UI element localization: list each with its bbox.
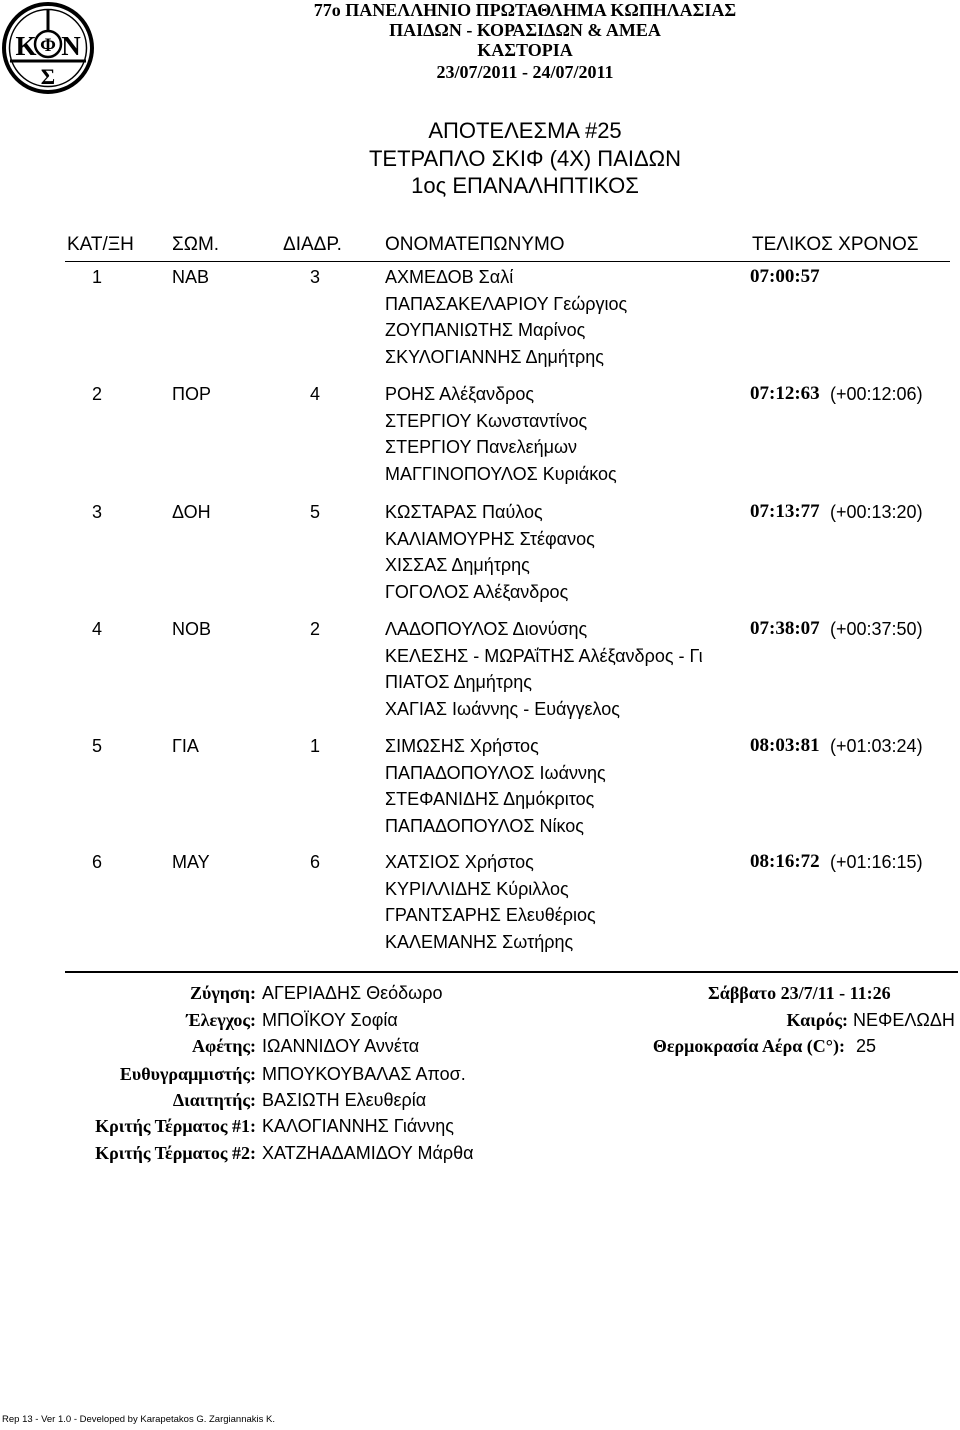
- crew-member: ΑΧΜΕΔΟΒ Σαλί: [385, 267, 514, 287]
- event-categories: ΠΑΙΔΩΝ - ΚΟΡΑΣΙΔΩΝ & ΑΜΕΑ: [389, 20, 661, 40]
- final-time: 07:12:63: [750, 383, 820, 404]
- club-code: ΔΟΗ: [172, 502, 211, 522]
- crew-member: ΚΕΛΕΣΗΣ - ΜΩΡΑΐΤΗΣ Αλέξανδρος - Γι: [385, 645, 703, 666]
- weather-label: Καιρός:: [786, 1010, 848, 1030]
- final-time: 07:00:57: [750, 266, 820, 287]
- result-number: ΑΠΟΤΕΛΕΣΜΑ #25: [428, 118, 622, 143]
- lane-number: 2: [310, 619, 321, 639]
- official-label: Κριτής Τέρματος #2:: [95, 1143, 256, 1163]
- official-name: ΜΠΟΥΚΟΥΒΑΛΑΣ Αποσ.: [262, 1064, 466, 1084]
- time-difference: (+00:13:20): [830, 502, 923, 522]
- crew-member: ΡΟΗΣ Αλέξανδρος: [385, 384, 535, 404]
- rank: 5: [92, 736, 103, 756]
- crew-member: ΣΤΕΡΓΙΟΥ Κωνσταντίνος: [385, 410, 588, 431]
- official-label: Ζύγηση:: [190, 983, 256, 1003]
- crew-member: ΧΙΣΣΑΣ Δημήτρης: [385, 555, 530, 576]
- lane-number: 1: [310, 736, 321, 756]
- logo-letter-n: Ν: [61, 31, 81, 61]
- crew-list: [385, 616, 720, 722]
- club-code: ΜΑΥ: [172, 852, 210, 872]
- column-header-time: ΤΕΛΙΚΟΣ ΧΡΟΝΟΣ: [752, 234, 919, 255]
- time-difference: (+00:37:50): [830, 619, 923, 639]
- crew-member: ΜΑΓΓΙΝΟΠΟΥΛΟΣ Κυριάκος: [385, 463, 617, 484]
- official-name: ΜΠΟΪΚΟΥ Σοφία: [262, 1010, 398, 1030]
- logo-letter-sigma: Σ: [40, 64, 56, 89]
- result-row: [0, 849, 960, 959]
- temperature-value: 25: [856, 1036, 877, 1056]
- table-header-divider: [65, 261, 950, 262]
- race-round: 1ος ΕΠΑΝΑΛΗΠΤΙΚΟΣ: [411, 173, 639, 198]
- temperature-label: Θερμοκρασία Αέρα (C°):: [652, 1036, 845, 1056]
- official-label: Αφέτης:: [191, 1036, 256, 1056]
- championship-title: 77ο ΠΑΝΕΛΛΗΝΙΟ ΠΡΩΤΑΘΛΗΜΑ ΚΩΠΗΛΑΣΙΑΣ: [313, 0, 737, 20]
- crew-member: ΠΑΠΑΔΟΠΟΥΛΟΣ Ιωάννης: [385, 762, 606, 783]
- club-code: ΓΙΑ: [172, 736, 199, 756]
- time-difference: (+00:12:06): [830, 384, 923, 404]
- official-label: Έλεγχος:: [186, 1010, 256, 1030]
- official-name: ΧΑΤΖΗΑΔΑΜΙΔΟΥ Μάρθα: [262, 1143, 474, 1163]
- crew-member: ΚΩΣΤΑΡΑΣ Παύλος: [385, 502, 543, 522]
- crew-list: [385, 264, 720, 370]
- officials-divider: [65, 971, 958, 973]
- logo-letter-k: Κ: [15, 31, 37, 61]
- crew-list: [385, 499, 720, 605]
- rank: 1: [92, 267, 103, 287]
- rank: 2: [92, 384, 103, 404]
- final-time: 08:16:72: [750, 851, 820, 872]
- crew-member: ΧΑΓΙΑΣ Ιωάννης - Ευάγγελος: [385, 698, 620, 719]
- crew-member: ΓΟΓΟΛΟΣ Αλέξανδρος: [385, 581, 569, 602]
- crew-list: [385, 733, 720, 839]
- column-header-crew: ΟΝΟΜΑΤΕΠΩΝΥΜΟ: [385, 234, 565, 255]
- logo-letter-phi: Φ: [40, 35, 56, 56]
- result-row: [0, 733, 960, 843]
- crew-member: ΓΡΑΝΤΣΑΡΗΣ Ελευθέριος: [385, 905, 596, 926]
- lane-number: 6: [310, 852, 321, 872]
- time-difference: (+01:03:24): [830, 736, 923, 756]
- crew-member: ΧΑΤΣΙΟΣ Χρήστος: [385, 852, 534, 872]
- crew-member: ΣΙΜΩΣΗΣ Χρήστος: [385, 736, 539, 756]
- boat-class: ΤΕΤΡΑΠΛΟ ΣΚΙΦ (4Χ) ΠΑΙΔΩΝ: [368, 145, 682, 171]
- crew-member: ΛΑΔΟΠΟΥΛΟΣ Διονύσης: [385, 619, 588, 639]
- club-code: ΝΑΒ: [172, 267, 210, 287]
- crew-member: ΣΤΕΡΓΙΟΥ Πανελεήμων: [385, 437, 578, 458]
- official-name: ΑΓΕΡΙΑΔΗΣ Θεόδωρο: [262, 983, 443, 1003]
- rank: 4: [92, 619, 103, 639]
- crew-member: ΚΑΛΕΜΑΝΗΣ Σωτήρης: [385, 931, 574, 952]
- final-time: 07:13:77: [750, 501, 820, 522]
- weather-value: ΝΕΦΕΛΩΔΗ: [853, 1010, 955, 1030]
- official-label: Ευθυγραμμιστής:: [119, 1064, 256, 1084]
- crew-member: ΠΑΠΑΔΟΠΟΥΛΟΣ Νίκος: [385, 815, 584, 836]
- result-row: [0, 499, 960, 609]
- official-label: Διαιτητής:: [172, 1090, 256, 1110]
- lane-number: 5: [310, 502, 321, 522]
- crew-member: ΠΙΑΤΟΣ Δημήτρης: [385, 672, 532, 693]
- result-row: [0, 264, 960, 374]
- lane-number: 4: [310, 384, 321, 404]
- official-name: ΒΑΣΙΩΤΗ Ελευθερία: [262, 1090, 427, 1110]
- federation-logo: [0, 0, 96, 96]
- club-code: ΠΟΡ: [172, 384, 212, 404]
- crew-member: ΠΑΠΑΣΑΚΕΛΑΡΙΟΥ Γεώργιος: [385, 293, 628, 314]
- final-time: 07:38:07: [750, 618, 820, 639]
- rank: 3: [92, 502, 103, 522]
- event-venue: ΚΑΣΤΟΡΙΑ: [477, 40, 573, 60]
- final-time: 08:03:81: [750, 735, 820, 756]
- club-code: ΝΟΒ: [172, 619, 212, 639]
- crew-list: [385, 381, 720, 487]
- rank: 6: [92, 852, 103, 872]
- official-label: Κριτής Τέρματος #1:: [95, 1116, 256, 1136]
- result-row: [0, 616, 960, 726]
- crew-member: ΣΤΕΦΑΝΙΔΗΣ Δημόκριτος: [385, 789, 595, 810]
- column-header-lane: ΔΙΑΔΡ.: [283, 234, 342, 255]
- result-row: [0, 381, 960, 491]
- crew-list: [385, 849, 720, 955]
- column-header-club: ΣΩΜ.: [172, 234, 220, 255]
- time-difference: (+01:16:15): [830, 852, 923, 872]
- official-name: ΚΑΛΟΓΙΑΝΝΗΣ Γιάννης: [262, 1116, 454, 1136]
- crew-member: ΚΑΛΙΑΜΟΥΡΗΣ Στέφανος: [385, 528, 595, 549]
- lane-number: 3: [310, 267, 321, 287]
- official-name: ΙΩΑΝΝΙΔΟΥ Αννέτα: [262, 1036, 420, 1056]
- report-footer: Rep 13 - Ver 1.0 - Developed by Karapetakos G. Zargiannakis K.: [2, 1414, 276, 1425]
- column-header-rank: ΚΑΤ/ΞΗ: [67, 234, 134, 255]
- event-dates: 23/07/2011 - 24/07/2011: [436, 62, 614, 82]
- crew-member: ΚΥΡΙΛΛΙΔΗΣ Κύριλλος: [385, 878, 569, 899]
- crew-member: ΖΟΥΠΑΝΙΩΤΗΣ Μαρίνος: [385, 320, 586, 341]
- crew-member: ΣΚΥΛΟΓΙΑΝΝΗΣ Δημήτρης: [385, 346, 604, 367]
- race-datetime: Σάββατο 23/7/11 - 11:26: [708, 983, 891, 1003]
